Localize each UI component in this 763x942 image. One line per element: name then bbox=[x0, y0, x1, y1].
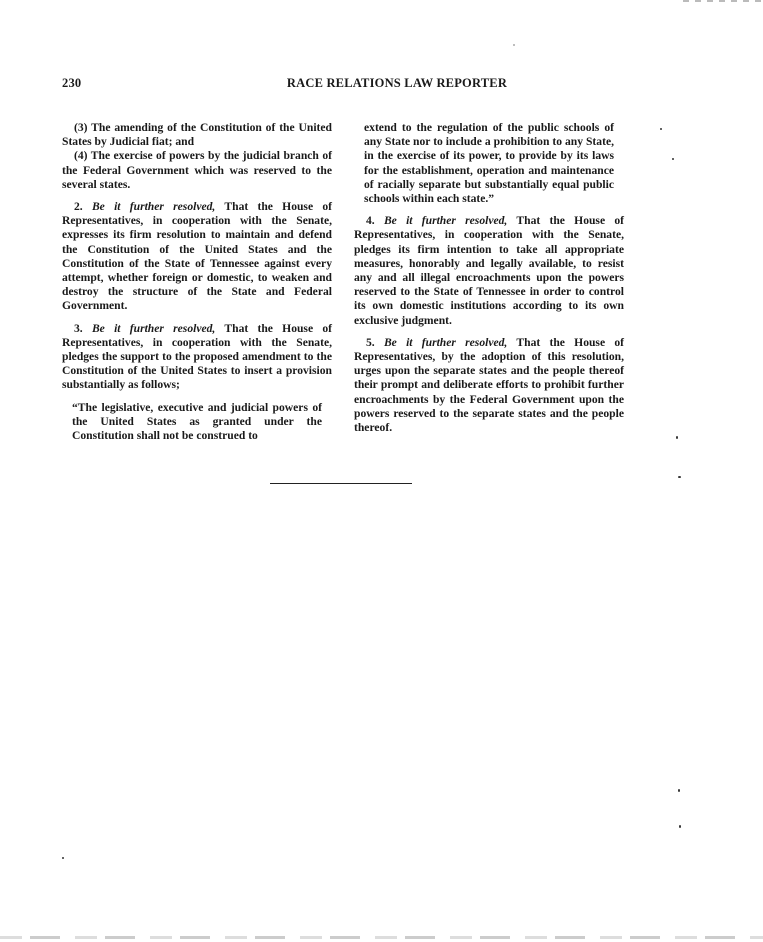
running-title: RACE RELATIONS LAW REPORTER bbox=[286, 76, 508, 90]
scan-edge-mark bbox=[683, 0, 763, 2]
resolution-lead: Be it further resolved, bbox=[91, 200, 216, 214]
resolution-lead: Be it further resolved, bbox=[91, 321, 216, 335]
resolution-number: 4. bbox=[366, 214, 375, 228]
section-end-rule bbox=[270, 483, 412, 484]
resolution-number: 2. bbox=[74, 200, 83, 214]
scan-speck bbox=[678, 476, 681, 478]
paragraph-resolution-3 bbox=[62, 322, 332, 393]
resolution-number: 5. bbox=[366, 335, 375, 349]
resolution-text: That the House of Representatives, by the adoption of this resolution, urges upon the separate states and the people thereof their prompt and deliberate efforts to prohibit further encroachments by the Federal Government upon the powers reserved to the separate states and the people thereof. bbox=[354, 335, 624, 435]
scan-speck bbox=[672, 158, 674, 160]
scan-speck bbox=[678, 789, 680, 792]
paragraph-resolution-2 bbox=[62, 200, 332, 314]
page-header bbox=[62, 76, 702, 94]
resolution-lead: Be it further resolved, bbox=[383, 214, 508, 228]
page-number: 230 bbox=[62, 76, 82, 90]
right-column bbox=[354, 121, 624, 443]
scan-speck bbox=[679, 825, 681, 828]
resolution-text: That the House of Representatives, in cooperation with the Senate, pledges its firm intention to take all appropriate measures, honorably and legally available, to resist any and all illegal encroachments upon the powers reserved to the State of Tennessee in order to control its own domestic institutions according to its own exclusive judgment. bbox=[354, 214, 624, 327]
paragraph-item-4: (4) The exercise of powers by the judicial branch of the Federal Government which was reserved to the several states. bbox=[62, 149, 332, 191]
amendment-quote-start: “The legislative, executive and judicial powers of the United States as granted under the Constitution shall not be construed to bbox=[72, 400, 322, 443]
paragraph-resolution-4 bbox=[354, 214, 624, 328]
resolution-text: That the House of Representatives, in cooperation with the Senate, pledges the support to the proposed amendment to the Constitution of the United States to insert a provision substantially as follows; bbox=[62, 321, 332, 392]
scan-speck bbox=[513, 44, 515, 46]
resolution-text: That the House of Representatives, in cooperation with the Senate, expresses its firm resolution to maintain and defend the Constitution of the United States and the Constitution of the State of Tennessee against every attempt, whether foreign or domestic, to weaken and destroy the structure of the State and Federal Government. bbox=[62, 200, 332, 313]
paragraph-resolution-5 bbox=[354, 336, 624, 435]
scan-speck bbox=[660, 128, 662, 130]
left-column bbox=[62, 121, 332, 443]
resolution-lead: Be it further resolved, bbox=[383, 335, 508, 349]
scan-speck bbox=[62, 857, 64, 859]
resolution-number: 3. bbox=[74, 321, 83, 335]
paragraph-item-3: (3) The amending of the Constitution of the United States by Judicial fiat; and bbox=[62, 121, 332, 149]
scan-edge-mark bbox=[0, 936, 763, 939]
amendment-quote-end: extend to the regulation of the public schools of any State nor to include a prohibition to any State, in the exercise of its power, to provide by its laws for the establishment, operation and maintenance of racially separate but substantially equal public schools within each state.” bbox=[364, 121, 614, 206]
scan-speck bbox=[676, 436, 678, 439]
